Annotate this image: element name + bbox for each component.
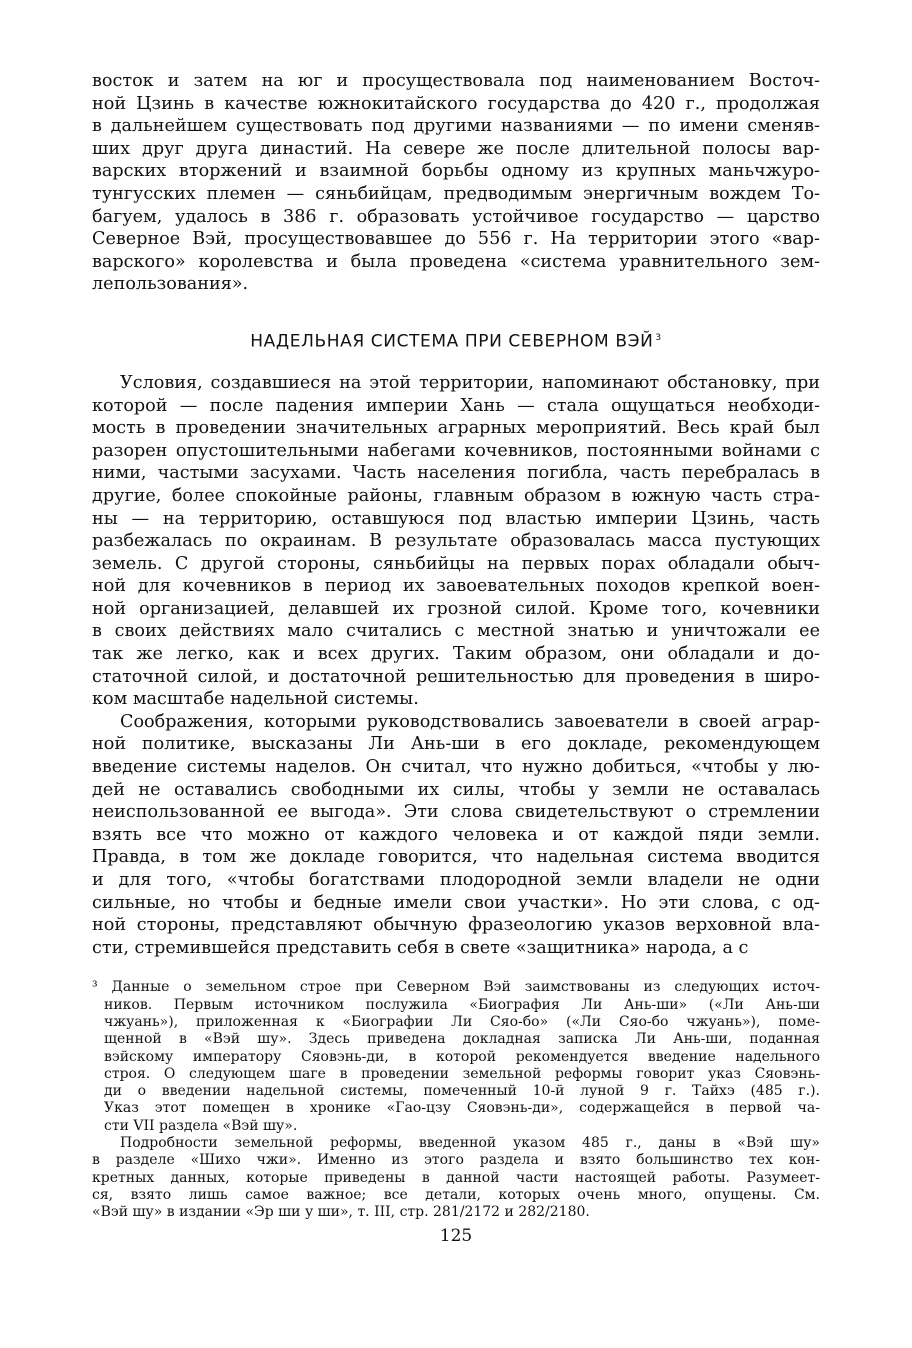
text-line: вэйскому императору Сяовэнь-ди, в которой рекомендуется введение надельного <box>104 1048 820 1065</box>
text-line: варских вторжений и взаимной борьбы одному из крупных маньчжуро- <box>92 161 820 182</box>
text-line: лепользования». <box>92 274 249 295</box>
text-line: статочной силой, и достаточной решительностью для проведения в широ- <box>92 666 820 687</box>
text-line: ников. Первым источником послужила «Биография Ли Ань-ши» («Ли Ань-ши <box>104 996 820 1013</box>
text-line: введение системы наделов. Он считал, что нужно добиться, «чтобы у лю- <box>92 757 820 778</box>
text-line: Северное Вэй, просуществовавшее до 556 г. На территории этого «вар- <box>92 229 820 250</box>
text-line: сти, стремившейся представить себя в свете «защитника» народа, а с <box>92 937 749 958</box>
text-line: другие, более спокойные районы, главным образом в южную часть стра- <box>92 485 820 506</box>
text-line: багуем, удалось в 386 г. образовать устойчивое государство — царство <box>92 206 820 227</box>
text-line: кретных данных, которые приведены в данной части настоящей работы. Разумеет- <box>92 1169 820 1186</box>
text-line: в своих действиях мало считались с местной знатью и уничтожали ее <box>92 621 820 642</box>
text-line: мость в проведении значительных аграрных мероприятий. Весь край был <box>92 418 820 439</box>
text-line: ной организацией, делавшей их грозной силой. Кроме того, кочевники <box>92 598 820 619</box>
text-line: дей не оставались свободными их силы, чтобы у земли не оставалась <box>92 779 820 800</box>
section-heading <box>92 326 820 350</box>
text-line: в дальнейшем существовать под другими названиями — по имени сменяв- <box>92 116 820 137</box>
text-line: чжуань»), приложенная к «Биографии Ли Сяо-бо» («Ли Сяо-бо чжуань»), поме- <box>104 1013 820 1030</box>
text-line: неиспользованной ее выгода». Эти слова свидетельствуют о стремлении <box>92 802 820 823</box>
page-content <box>92 70 820 1222</box>
text-line: Правда, в том же докладе говорится, что надельная система вводится <box>92 847 820 868</box>
text-line: ной для кочевников в период их завоевательных походов крепкой воен- <box>92 576 820 597</box>
text-line: ны — на территорию, оставшуюся под властью империи Цзинь, часть <box>92 508 820 529</box>
text-line: которой — после падения империи Хань — стала ощущаться необходи- <box>92 395 820 416</box>
page-number: 125 <box>439 1226 473 1246</box>
text-line: Указ этот помещен в хронике «Гао-цзу Сяовэнь-ди», содержащейся в первой ча- <box>104 1100 820 1117</box>
text-line: Подробности земельной реформы, введенной указом 485 г., даны в «Вэй шу» <box>120 1135 820 1152</box>
text-line: ними, частыми засухами. Часть населения погибла, часть перебралась в <box>92 463 820 484</box>
text-line: ком масштабе надельной системы. <box>92 689 419 710</box>
footnote-1 <box>92 979 820 1135</box>
text-line: варского» королевства и была проведена «система уравнительного зем- <box>92 251 820 272</box>
text-line: ди о введении надельной системы, помеченный 10-й луной 9 г. Тайхэ (485 г.). <box>104 1083 820 1100</box>
text-line: и для того, «чтобы богатствами плодородной земли владели не одни <box>92 870 820 890</box>
section-heading-text: НАДЕЛЬНАЯ СИСТЕМА ПРИ СЕВЕРНОМ ВЭЙ <box>250 331 654 352</box>
text-line: разорен опустошительными набегами кочевников, постоянными войнами с <box>92 440 820 461</box>
text-line: «Вэй шу» в издании «Эр ши у ши», т. III, стр. 281/2172 и 282/2180. <box>92 1204 590 1221</box>
text-line: восток и затем на юг и просуществовала под наименованием Восточ- <box>92 71 820 91</box>
text-line: в разделе «Шихо чжи». Именно из этого раздела и взято большинство тех кон- <box>92 1152 820 1169</box>
text-line: ся, взято лишь самое важное; все детали, которых очень много, опущены. См. <box>92 1186 820 1203</box>
footnote-2 <box>92 1135 820 1221</box>
text-line: сти VII раздела «Вэй шу». <box>104 1117 298 1134</box>
footnote-mark: 3 <box>655 332 662 343</box>
text-line: взять все что можно от каждого человека и от каждой пяди земли. <box>92 824 820 845</box>
footnotes <box>92 979 820 1221</box>
text-line: щенной в «Вэй шу». Здесь приведена докладная записка Ли Ань-ши, поданная <box>104 1031 820 1048</box>
text-line: земель. С другой стороны, сяньбийцы на первых порах обладали обыч- <box>92 553 820 574</box>
text-line: разбежалась по окраинам. В результате образовалась масса пустующих <box>92 531 820 552</box>
text-line: ной политике, высказаны Ли Ань-ши в его докладе, рекомендующем <box>92 734 820 755</box>
text-line: ной Цзинь в качестве южнокитайского государства до 420 г., продолжая <box>92 93 820 114</box>
text-line: ной стороны, представляют обычную фразеологию указов верховной вла- <box>92 915 820 936</box>
text-line: сильные, но чтобы и бедные имели свои участки». Но эти слова, с од- <box>92 892 820 913</box>
text-line: ³ Данные о земельном строе при Северном Вэй заимствованы из следующих источ- <box>92 979 820 996</box>
paragraph-1 <box>92 372 820 711</box>
text-line: Соображения, которыми руководствовались завоеватели в своей аграр- <box>120 711 820 732</box>
text-line: тунгусских племен — сяньбийцам, предводимым энергичным вождем То- <box>92 183 820 204</box>
text-line: Условия, создавшиеся на этой территории, напоминают обстановку, при <box>120 372 820 393</box>
paragraph-2 <box>92 711 820 960</box>
text-line: так же легко, как и всех других. Таким образом, они обладали и до- <box>92 644 820 665</box>
text-line: строя. О следующем шаге в проведении земельной реформы говорит указ Сяовэнь- <box>104 1065 820 1082</box>
text-line: ших друг друга династий. На севере же после длительной полосы вар- <box>92 138 820 159</box>
intro-paragraph <box>92 70 820 296</box>
